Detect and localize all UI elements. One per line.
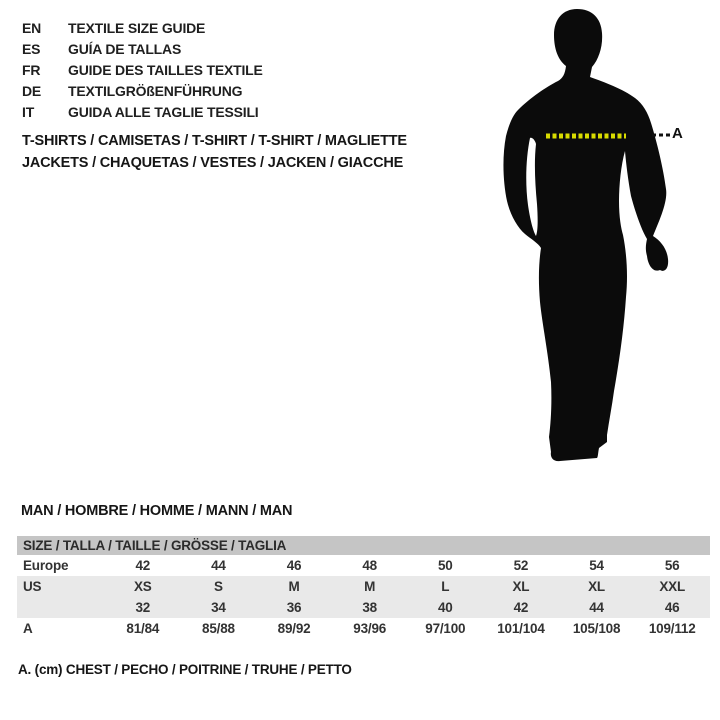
size-cell: 101/104: [497, 621, 545, 636]
man-silhouette-shape: [503, 9, 668, 461]
size-cell: 42: [513, 600, 529, 615]
size-cell: 48: [362, 558, 377, 573]
size-cell: 38: [362, 600, 377, 615]
size-cell: 42: [135, 558, 151, 573]
size-cell: XS: [134, 579, 152, 594]
size-cell: S: [214, 579, 223, 594]
language-code: FR: [22, 61, 41, 78]
list-item: [22, 59, 263, 80]
size-cell: 56: [664, 558, 680, 573]
size-cell: L: [441, 579, 450, 594]
table-row-chest: [17, 618, 710, 639]
size-cell: M: [288, 579, 300, 594]
guide-title: GUÍA DE TALLAS: [68, 40, 182, 57]
size-cell: 97/100: [425, 621, 466, 636]
guide-title: TEXTILE SIZE GUIDE: [68, 19, 206, 36]
row-label: Europe: [23, 558, 69, 573]
language-code: DE: [22, 82, 42, 99]
language-guide-list: [22, 17, 263, 122]
size-cell: 85/88: [202, 621, 235, 636]
category-line-jackets: JACKETS / CHAQUETAS / VESTES / JACKEN / GIACCHE: [22, 155, 404, 171]
size-cell: 44: [589, 600, 604, 615]
size-cell: 46: [664, 600, 680, 615]
size-cell: 89/92: [277, 621, 311, 636]
size-cell: 81/84: [126, 621, 160, 636]
language-code: ES: [22, 40, 41, 57]
size-cell: 40: [438, 600, 453, 615]
size-table: [17, 536, 710, 639]
size-cell: 54: [589, 558, 604, 573]
size-cell: XL: [512, 579, 530, 594]
size-cell: 93/96: [353, 621, 387, 636]
list-item: [22, 38, 263, 59]
garment-categories: [22, 130, 407, 174]
size-cell: 46: [286, 558, 302, 573]
size-cell: M: [364, 579, 376, 594]
size-cell: XXL: [659, 579, 686, 594]
size-cell: 50: [438, 558, 453, 573]
table-row-europe: [17, 555, 710, 576]
man-silhouette: [500, 5, 680, 475]
size-cell: XL: [588, 579, 605, 594]
table-row-us: [17, 576, 710, 597]
size-cell: 52: [513, 558, 529, 573]
size-cell: 36: [286, 600, 302, 615]
measurement-label-a: A: [672, 125, 683, 142]
list-item: [22, 101, 263, 122]
chest-footnote: A. (cm) CHEST / PECHO / POITRINE / TRUHE / PETTO: [18, 662, 352, 677]
guide-title: GUIDE DES TAILLES TEXTILE: [68, 61, 263, 78]
size-table-header: SIZE / TALLA / TAILLE / GRÖSSE / TAGLIA: [17, 536, 710, 555]
category-line-tshirts: T-SHIRTS / CAMISETAS / T-SHIRT / T-SHIRT / MAGLIETTE: [22, 133, 407, 149]
list-item: [22, 17, 263, 38]
row-label: A: [23, 621, 33, 636]
language-code: EN: [22, 19, 42, 36]
language-code: IT: [22, 103, 35, 120]
size-cell: 44: [211, 558, 226, 573]
guide-title: GUIDA ALLE TAGLIE TESSILI: [68, 103, 259, 120]
size-cell: 109/112: [648, 621, 696, 636]
size-cell: 105/108: [572, 621, 621, 636]
row-label: US: [23, 579, 42, 594]
table-row-numeric: [17, 597, 710, 618]
size-cell: 34: [211, 600, 226, 615]
guide-title: TEXTILGRÖßENFÜHRUNG: [68, 82, 243, 99]
section-title-man: MAN / HOMBRE / HOMME / MANN / MAN: [21, 503, 293, 519]
list-item: [22, 80, 263, 101]
size-cell: 32: [135, 600, 151, 615]
